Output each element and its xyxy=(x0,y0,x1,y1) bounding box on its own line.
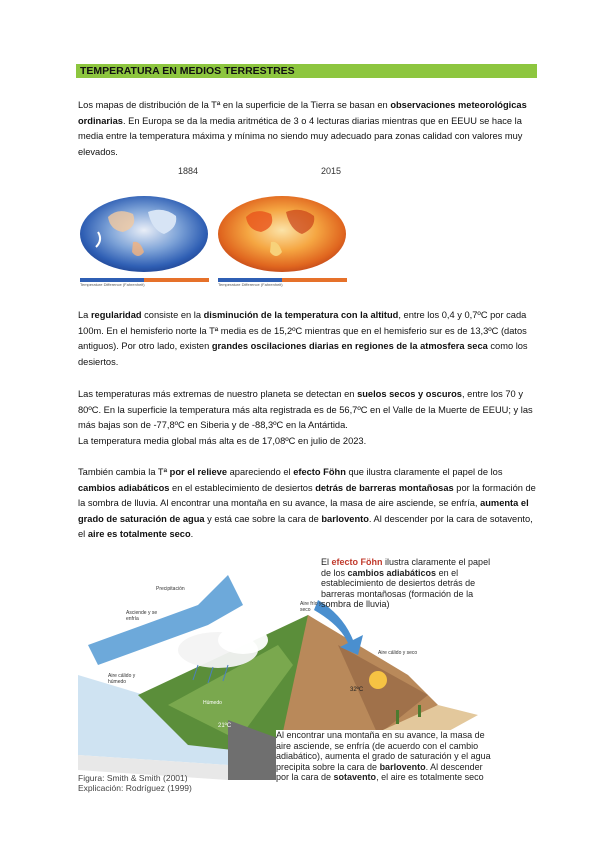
label-21c: 21ºC xyxy=(218,723,232,729)
caption-line: Figura: Smith & Smith (2001) xyxy=(78,773,188,783)
bold-text: aire es totalmente seco xyxy=(87,529,191,540)
text: El xyxy=(321,557,332,567)
figure-caption xyxy=(78,773,192,793)
text: Los mapas de distribución de la Tª en la superficie de la Tierra se basan en xyxy=(78,100,391,110)
bold-text: disminución de la temperatura con la altitud xyxy=(203,310,399,320)
label-cold-dry: Aire frío y seco xyxy=(300,601,322,613)
foehn-effect-figure xyxy=(78,555,498,800)
caption-line: Explicación: Rodríguez (1999) xyxy=(78,783,192,793)
text: La temperatura media global más alta es de 17,08ºC en julio de 2023. xyxy=(78,435,367,446)
text: , entre los 0,4 y 0,7ºC por cada 100m. En el hemisferio norte la Tª media es de 15,2ºC mientras que en el hemisferio sur es de 13,3ºC (datos antiguos). Por otro lado, existen xyxy=(78,310,527,352)
text: . Al descender por la cara de xyxy=(276,761,483,783)
paragraph-regularity xyxy=(78,308,536,370)
bold-text: suelos secos y oscuros xyxy=(357,389,462,399)
bold-text: detrás de barreras montañosas xyxy=(315,482,454,493)
text: . xyxy=(190,529,194,540)
bold-text: cambios adiabáticos xyxy=(78,482,170,493)
text: . En Europa se da la media aritmética de 3 o 4 lecturas diarias mientras que en EEUU se hace la media entre la temperatura máxima y mínima no siendo muy adecuado para zonas calidad con valores muy elevados. xyxy=(78,115,523,157)
label-ascends: Asciende y se enfría xyxy=(126,610,158,622)
text: Al encontrar una montaña en su avance, la masa de aire asciende, se enfría (de acuerdo con el cambio adiabático), aumenta el grado de saturación y el agua precipita sobre la cara de xyxy=(276,730,491,772)
year-label-left: 1884 xyxy=(178,166,199,176)
map-2015 xyxy=(216,166,349,292)
label-warm-dry: Aire cálido y seco xyxy=(378,650,418,656)
text: apareciendo el xyxy=(227,467,294,477)
text: en el establecimiento de desiertos xyxy=(169,482,316,493)
map-1884 xyxy=(78,166,211,292)
section-title: TEMPERATURA EN MEDIOS TERRESTRES xyxy=(80,65,295,77)
text: También cambia la Tª xyxy=(78,467,170,477)
world-map-2015-graphic xyxy=(216,192,349,292)
bold-text: barlovento xyxy=(321,513,369,524)
bold-text: cambios adiabáticos xyxy=(347,567,437,578)
bold-text: observaciones meteorológicas ordinarias xyxy=(78,100,527,126)
bold-text: grandes oscilaciones diarias en regiones de la atmosfera seca xyxy=(211,341,488,352)
bold-text: barlovento xyxy=(379,761,426,772)
label-humid: Húmedo xyxy=(203,700,222,706)
bold-text: efecto Föhn xyxy=(293,467,346,477)
legend-right: Temperature Difference (Fahrenheit) xyxy=(218,282,283,287)
year-label-right: 2015 xyxy=(321,166,342,176)
bold-text: regularidad xyxy=(90,310,142,320)
text: La xyxy=(78,310,91,320)
bold-text: aumenta el grado de saturación de agua xyxy=(78,498,529,524)
text: consiste en la xyxy=(141,310,204,320)
temperature-maps-figure xyxy=(78,164,358,294)
section-title-bar xyxy=(76,64,537,78)
text: , entre los 70 y 80ºC. En la superficie la temperatura más alta registrada es de 56,7ºC en el Valle de la Muerte de EEUU; y las más bajas son de -77,8ºC en Siberia y de -88,3ºC en la Antártida. xyxy=(78,389,533,431)
text: , el aire es totalmente seco xyxy=(376,772,484,783)
text: que ilustra claramente el papel de los xyxy=(345,467,503,477)
callout-foehn xyxy=(321,557,496,610)
text: y está cae sobre la cara de xyxy=(204,513,322,524)
legend-left: Temperature Difference (Fahrenheit) xyxy=(80,282,145,287)
label-warm-humid: Aire cálido y húmedo xyxy=(108,673,136,685)
paragraph-relief xyxy=(78,465,536,543)
text: . Al descender por la cara de sotavento, el xyxy=(78,513,533,540)
red-text: efecto Föhn xyxy=(331,557,383,567)
text: Las temperaturas más extremas de nuestro planeta se detectan en xyxy=(78,389,358,399)
bold-text: por el relieve xyxy=(169,467,228,477)
paragraph-observations xyxy=(78,98,536,160)
paragraph-extremes xyxy=(78,387,536,449)
text: en el establecimiento de desiertos detrás de barreras montañosas (formación de la sombra de lluvia) xyxy=(321,567,476,610)
bold-text: sotavento xyxy=(333,772,377,783)
callout-explanation xyxy=(276,730,496,783)
label-32c: 32ºC xyxy=(350,687,364,693)
text: como los desiertos. xyxy=(78,341,528,367)
label-precipitation: Precipitación xyxy=(156,586,185,592)
world-map-1884-graphic xyxy=(78,192,211,292)
text: por la formación de la sombra de lluvia. Al encontrar una montaña en su avance, la masa de aire asciende, se enfría, xyxy=(78,482,536,509)
text: ilustra claramente el papel de los xyxy=(321,557,491,578)
